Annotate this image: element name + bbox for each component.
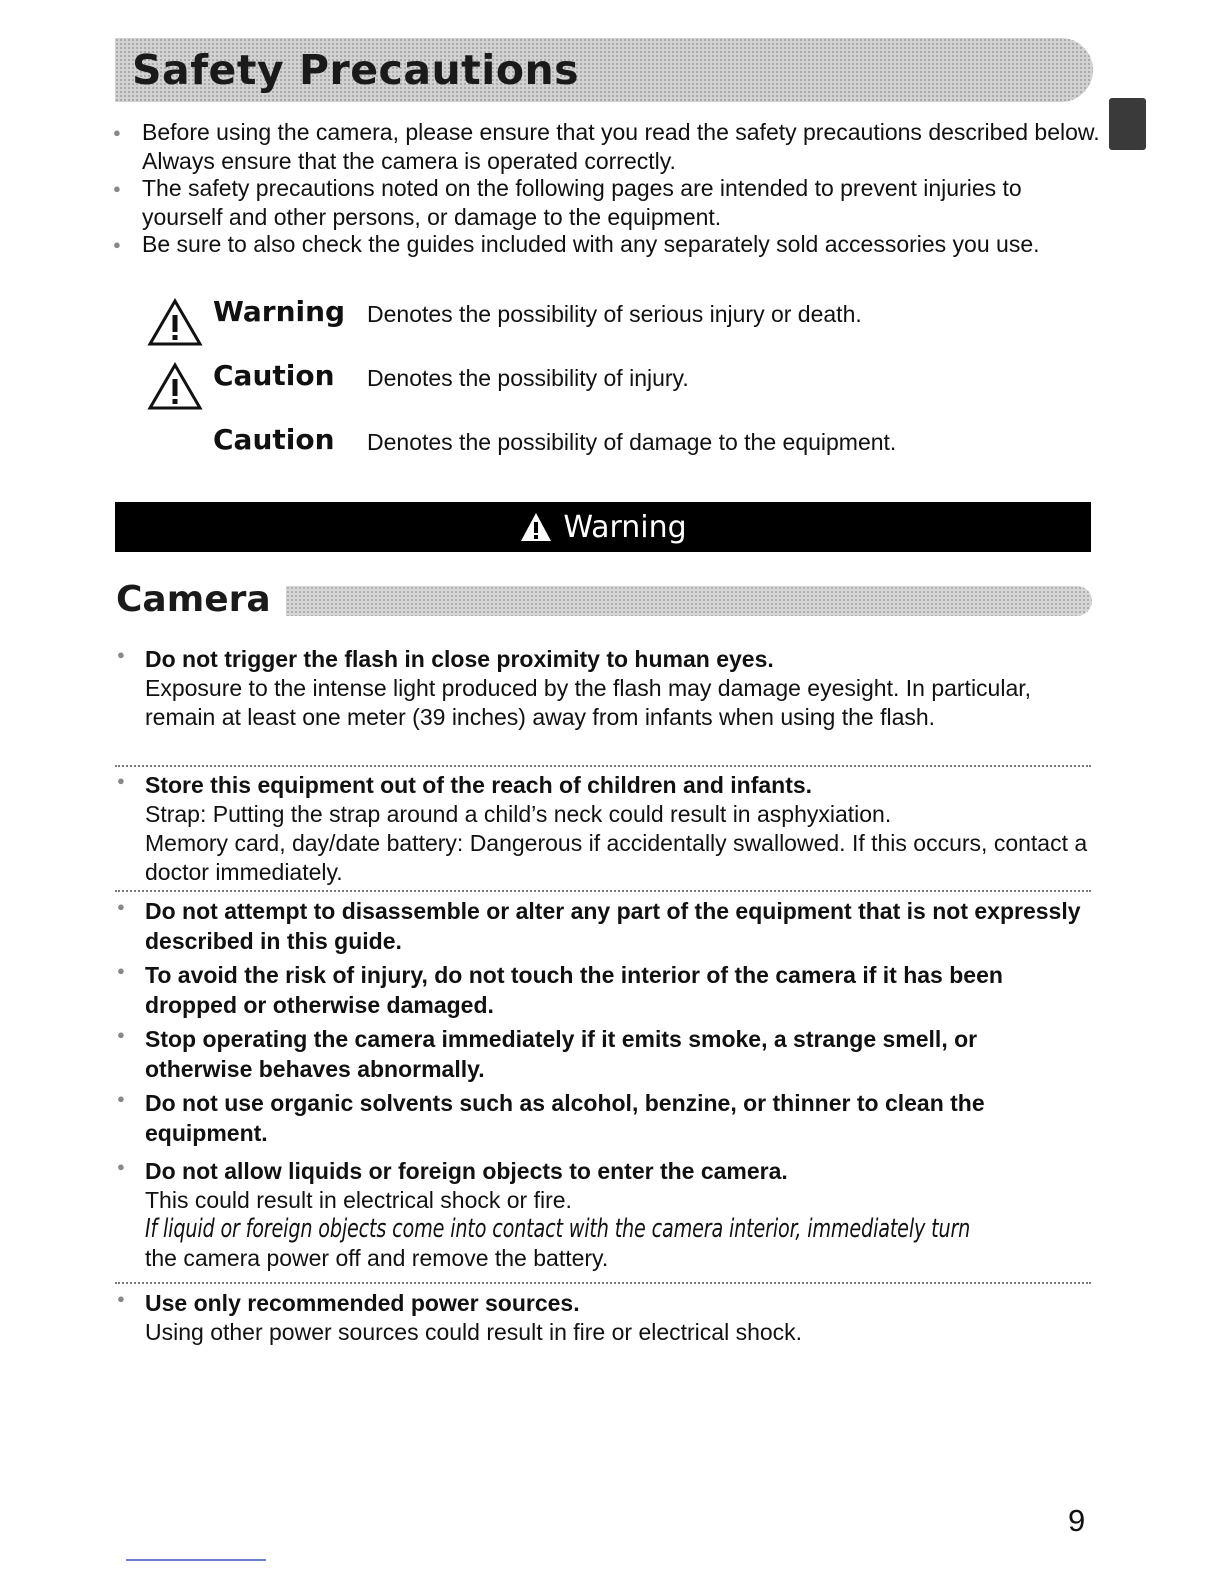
bullet-icon: ● <box>113 125 121 140</box>
list-item <box>117 1088 1090 1148</box>
intro-item: ● The safety precautions noted on the following pages are intended to prevent injuries to yourself and other persons, or damage to the equipment. <box>113 175 1022 230</box>
section-title: Camera <box>116 579 271 620</box>
item-heading: Use only recommended power sources. <box>145 1290 580 1316</box>
list-item <box>117 770 1090 887</box>
legend-desc: Denotes the possibility of damage to the equipment. <box>367 429 897 455</box>
bullet-icon: ● <box>117 1159 125 1174</box>
item-text: Memory card, day/date battery: Dangerous if accidentally swallowed. If this occurs, contact a doctor immediately. <box>145 830 1088 885</box>
divider <box>115 765 1091 767</box>
item-text: If liquid or foreign objects come into contact with the camera interior, immediately turn <box>145 1214 971 1244</box>
section-bar <box>286 586 1092 616</box>
page-title: Safety Precautions <box>132 46 580 94</box>
item-text: Exposure to the intense light produced by the flash may damage eyesight. In particular, remain at least one meter (39 inches) away from infants when using the flash. <box>145 675 1032 730</box>
bullet-icon: ● <box>117 963 125 978</box>
item-text: This could result in electrical shock or fire. <box>145 1187 572 1213</box>
warning-banner-label: Warning <box>563 509 687 545</box>
legend-term: Warning <box>213 295 346 328</box>
item-heading: Do not trigger the flash in close proximity to human eyes. <box>145 646 774 672</box>
legend-term: Caution <box>213 359 335 392</box>
footer-line <box>126 1559 266 1561</box>
warning-banner <box>115 502 1091 552</box>
bullet-icon: ● <box>117 1027 125 1042</box>
chapter-edge-tab <box>1109 98 1146 150</box>
legend-term: Caution <box>213 423 335 456</box>
item-heading: Do not use organic solvents such as alcohol, benzine, or thinner to clean the equipment. <box>145 1090 985 1146</box>
bullet-icon: ● <box>117 1091 125 1106</box>
bullet-icon: ● <box>113 237 121 252</box>
warning-triangle-icon <box>519 511 553 543</box>
intro-item: ● Be sure to also check the guides included with any separately sold accessories you use. <box>113 231 1040 257</box>
list-item <box>117 1288 1090 1347</box>
bullet-icon: ● <box>117 647 125 662</box>
bullet-icon: ● <box>113 181 121 196</box>
page-number: 9 <box>1068 1503 1086 1538</box>
item-heading: To avoid the risk of injury, do not touch the interior of the camera if it has been dropped or otherwise damaged. <box>145 962 1003 1018</box>
bullet-icon: ● <box>117 773 125 788</box>
list-item <box>117 644 1090 732</box>
item-text: Using other power sources could result in fire or electrical shock. <box>145 1319 803 1345</box>
list-item <box>117 1156 1090 1273</box>
item-text: Strap: Putting the strap around a child’s neck could result in asphyxiation. <box>145 801 892 827</box>
warning-triangle-icon <box>147 298 203 346</box>
list-item <box>117 960 1090 1020</box>
legend-desc: Denotes the possibility of serious injury or death. <box>367 301 862 327</box>
bullet-icon: ● <box>117 1291 125 1306</box>
legend-desc: Denotes the possibility of injury. <box>367 365 689 391</box>
item-text: the camera power off and remove the battery. <box>145 1245 609 1271</box>
item-heading: Do not attempt to disassemble or alter any part of the equipment that is not expressly described in this guide. <box>145 898 1081 954</box>
list-item <box>117 1024 1090 1084</box>
warning-triangle-icon <box>147 362 203 410</box>
intro-item: ● Before using the camera, please ensure that you read the safety precautions described below. Always ensure that the camera is operated correctly. <box>113 119 1100 174</box>
item-heading: Do not allow liquids or foreign objects to enter the camera. <box>145 1158 788 1184</box>
list-item <box>117 896 1090 956</box>
divider <box>115 890 1091 892</box>
item-heading: Stop operating the camera immediately if it emits smoke, a strange smell, or otherwise behaves abnormally. <box>145 1026 978 1082</box>
bullet-icon: ● <box>117 899 125 914</box>
item-heading: Store this equipment out of the reach of children and infants. <box>145 772 813 798</box>
divider <box>115 1282 1091 1284</box>
